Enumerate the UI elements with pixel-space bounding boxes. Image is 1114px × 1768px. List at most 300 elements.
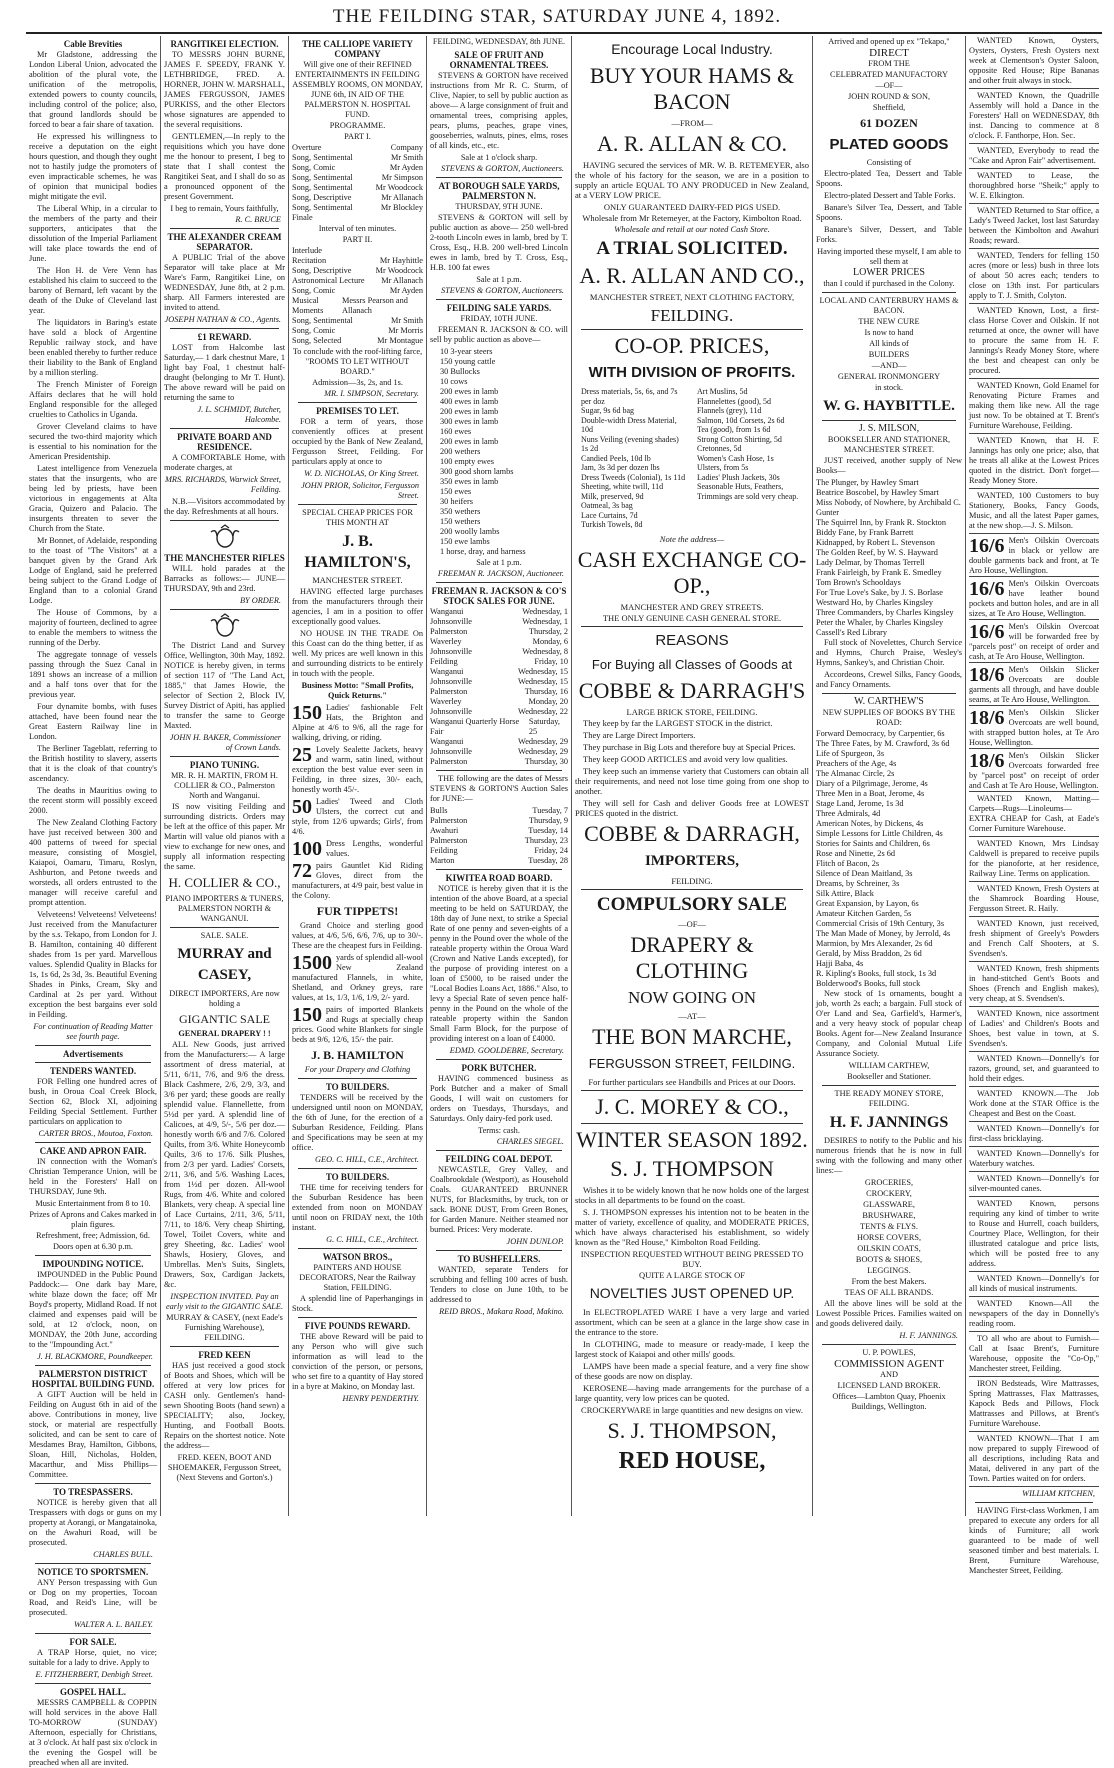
board-heading: PRIVATE BOARD AND RESIDENCE. bbox=[177, 432, 272, 452]
fruit-heading: SALE OF FRUIT AND ORNAMENTAL TREES. bbox=[449, 50, 549, 70]
programme-item: Song, Sentimental bbox=[292, 203, 353, 212]
wanted-ad: WANTED KNOWN.—The Job Work done at the STAR Office is the Cheapest and Best on the Coast. bbox=[969, 1089, 1099, 1122]
special-heading: SPECIAL CHEAP PRICES FOR THIS MONTH AT bbox=[302, 508, 413, 527]
plated-goods: PLATED GOODS bbox=[829, 136, 949, 153]
table-row bbox=[430, 667, 568, 677]
dairy-pigs: ONLY GUARANTEED DAIRY-FED PIGS USED. bbox=[603, 202, 781, 212]
price-item: Strong Cotton Shirting, 5d bbox=[697, 434, 782, 444]
masthead-rule bbox=[26, 32, 1102, 34]
plated-item: Electro-plated Dessert and Table Forks. bbox=[824, 191, 956, 200]
celebrated: CELEBRATED MANUFACTORY bbox=[830, 70, 948, 79]
kerosene: KEROSENE—having made arrangements for the purchase of a large quantity, very low prices can be quoted. bbox=[575, 1382, 809, 1403]
five-pounds-heading: FIVE POUNDS REWARD. bbox=[304, 1321, 411, 1331]
table-row bbox=[430, 856, 568, 866]
divider bbox=[298, 1078, 417, 1079]
yards-sign: FREEMAN R. JACKSON, Auctioneer. bbox=[437, 569, 564, 578]
table-row bbox=[430, 806, 568, 816]
stock-item: 200 ewes in lamb bbox=[440, 437, 499, 446]
table-row bbox=[292, 286, 423, 296]
colony: than I could if purchased in the Colony. bbox=[823, 279, 955, 288]
cable-item: The aggregate tonnage of vessels passing through the Suez Canal in 1891 shows an increase of a million and a half tons over that for the previous year. bbox=[29, 650, 157, 699]
trespass-heading: TO TRESPASSERS. bbox=[53, 1487, 133, 1497]
separator-body: A PUBLIC Trial of the above Separator will take place at Mr Ware's Farm, Rangitikei Line, on WEDNESDAY, June 8th, at 2 p.m. sharp. All Farmers interested are invited to attend. bbox=[164, 253, 285, 312]
wanted-ad: WANTED Known, Lost, a first-class Horse Cover and Oilskin. If not returned at once, the owner will have to procure the same from H. F. Jannings's Ready Money Store, where the best and cheapest can only be procured. bbox=[969, 306, 1099, 379]
lands-sign: JOHN H. BAKER, Commissioner of Crown Lands. bbox=[169, 733, 281, 752]
wanted-ad: WANTED Known—Donnelly's for Waterbury watches. bbox=[969, 1149, 1099, 1172]
lamps: LAMPS have been made a special feature, and a very fine show of these goods are now on display. bbox=[575, 1360, 809, 1381]
consisting: Consisting of bbox=[866, 158, 912, 167]
oilskin-ad bbox=[969, 665, 1099, 706]
accordeons: Accordeons, Crewel Silks, Fancy Goods, and Fancy Ornaments. bbox=[816, 670, 962, 689]
stock-item: 10 3-year steers bbox=[440, 347, 493, 356]
workmen-ad: HAVING First-class Workmen, I am prepared to execute any orders for all kinds of Furniture; all work guaranteed to be made of well seasoned timber and best materials. I. Brent, Furniture Warehouse, Manchester Street, Feilding. bbox=[969, 1506, 1099, 1575]
stock-item: 160 ewes bbox=[440, 427, 472, 436]
sale-location: Palmerston bbox=[430, 816, 468, 825]
programme-item: Overture bbox=[292, 143, 322, 152]
divider bbox=[170, 520, 279, 521]
table-row bbox=[292, 173, 423, 183]
offer-text: Ladies' fashionable Felt Hats, the Brighton and Alpine at 4/6 to 9/6, all the rage for walking, driving, or riding. bbox=[292, 703, 423, 742]
table-row bbox=[430, 697, 568, 707]
book-item: Gerald, by Miss Braddon, 2s 6d bbox=[816, 949, 922, 958]
coal-heading: FEILDING COAL DEPOT. bbox=[445, 1154, 553, 1164]
programme-item: Song, Descriptive bbox=[292, 193, 352, 202]
thompson-name-2: S. J. THOMPSON, bbox=[607, 1417, 777, 1443]
wanted-list bbox=[969, 36, 1099, 534]
stock-item: 200 ewes in lamb bbox=[440, 407, 499, 416]
jannings-item: GROCERIES, bbox=[864, 1178, 914, 1187]
cake-line: Music Entertainment from 8 to 10. bbox=[35, 1199, 151, 1208]
book-item: Stage Land, Jerome, 1s 3d bbox=[816, 799, 904, 808]
thompson-intro: Wishes it to be widely known that he now holds one of the largest stocks in all departments to be found on the coast. bbox=[575, 1184, 809, 1205]
yards-heading: FEILDING SALE YARDS. bbox=[446, 303, 552, 313]
sale-location: Waverley bbox=[430, 637, 462, 646]
sale-sale: SALE. SALE. bbox=[200, 931, 249, 940]
table-row bbox=[292, 296, 423, 316]
wanted-ad: WANTED Known, Oysters, Oysters, Oysters, Fresh Oysters next week at Clementson's Oyster Saloon, opposite Red House; Ripe Bananas and other fruit always in stock. bbox=[969, 36, 1099, 89]
reward-heading: £1 REWARD. bbox=[197, 332, 252, 342]
reasons-heading: REASONS bbox=[655, 631, 729, 649]
impound-heading: IMPOUNDING NOTICE. bbox=[42, 1259, 144, 1269]
book-item: Miss Nobody, of Nowhere, by Archibald C. Gunter bbox=[816, 498, 961, 517]
book-item: Three Men in a Boat, Jerome, 4s bbox=[816, 789, 925, 798]
sale-date: Wednesday, 29 bbox=[518, 747, 568, 756]
wanted-ad: WANTED Known, Gold Enamel for Renovating Picture Frames and making them like new. All the rage just now. To be obtained at T. Brent's Furniture Warehouse, Feilding. bbox=[969, 381, 1099, 434]
table-row bbox=[430, 826, 568, 836]
calliope-body: Will give one of their REFINED ENTERTAINMENTS IN FEILDING ASSEMBLY ROOMS, ON MONDAY, JUNE 6th, IN AID OF THE PALMERSTON N. HOSPITAL FUND. bbox=[292, 60, 423, 119]
wanted-ad: WANTED KNOWN—That I am now prepared to supply Firewood of all descriptions, including Rata and Matai, delivered in any part of the Town. Parties waited on for orders. bbox=[969, 1434, 1099, 1487]
book-item: Dreams, by Schreiner, 3s bbox=[816, 879, 900, 888]
kiwitea-sign: EDMD. GOOLDEBRE, Secretary. bbox=[449, 1046, 564, 1055]
gospel-body: MESSRS CAMPBELL & COPPIN will hold services in the above Hall TO-MORROW (SUNDAY) Afternoon, especially for Christians, at 3 o'clock. At half past six o'clock in the evening the Gospel will be preached when all are invited. bbox=[29, 1698, 157, 1767]
cable-item: The New Zealand Clothing Factory have just received between 300 and 400 patterns of tweed for special measure, consisting of Mosgiel, Kaiapoi, Oamaru, Timaru, Roslyn, Ashburton, and Petone tweeds and worsteds, all orders entrusted to the manager will receive careful and prompt attention. bbox=[29, 818, 157, 907]
wanted-ad: WANTED Known, the Quadrille Assembly will hold a Dance in the Foresters' Hall on WEDNESDAY, 8th inst. Dancing to commence at 8 o'clock. F. Fanthorpe, Hon. Sec. bbox=[969, 91, 1099, 144]
sale-location: Waverley bbox=[430, 697, 462, 706]
carthew-book-list bbox=[816, 729, 962, 989]
stock-item: 300 ewes in lamb bbox=[440, 417, 499, 426]
morey-name: J. C. MOREY & CO., bbox=[595, 1093, 789, 1119]
table-row bbox=[292, 336, 423, 346]
sale-location: Awahuri bbox=[430, 826, 459, 835]
table-row bbox=[430, 737, 568, 747]
reason-item: They keep GOOD ARTICLES and avoid very low qualities. bbox=[583, 753, 788, 764]
calliope-sign: MR. I. SIMPSON, Secretary. bbox=[324, 389, 419, 398]
continuation-note: For continuation of Reading Matter see fourth page. bbox=[33, 1022, 153, 1041]
book-item: Westward Ho, by Charles Kingsley bbox=[816, 598, 934, 607]
book-item: Beatrice Boscobel, by Hawley Smart bbox=[816, 488, 939, 497]
table-row bbox=[292, 153, 423, 163]
wanted-ad: WANTED Known, just received, fresh shipment of Greely's Powders and French Calf Shooters, at S. Svendsen's. bbox=[969, 919, 1099, 962]
book-item: Diary of a Pilgrimage, Jerome, 4s bbox=[816, 779, 928, 788]
programme-item: Song, Selected bbox=[292, 336, 342, 345]
table-row bbox=[430, 647, 568, 657]
cake-fair-heading: CAKE AND APRON FAIR. bbox=[39, 1146, 147, 1156]
divider bbox=[298, 1168, 417, 1169]
borough-date: THURSDAY, 9TH JUNE. bbox=[455, 202, 543, 211]
table-row bbox=[430, 627, 568, 637]
sale-location: Johnsonville bbox=[430, 707, 472, 716]
offer-text: pairs Gauntlet Kid Riding Gloves, direct from the manufacturers, at 4/9 pair, best value in the Colony. bbox=[292, 861, 423, 900]
oilskin-text: Men's Oilskin Slicker Overcoats are well bound, with strapped button holes, at Te Aro House, Wellington. bbox=[969, 708, 1099, 747]
book-item: Forward Democracy, by Carpentier, 6s bbox=[816, 729, 945, 738]
round-name: JOHN ROUND & SON, bbox=[847, 92, 931, 101]
jannings-body: DESIRES to notify to the Public and his numerous friends that he is now in full swing with the following and many other lines:— bbox=[816, 1136, 962, 1175]
board-note: N.B.—Visitors accommodated by the day. Refreshments at all hours. bbox=[164, 497, 285, 516]
tenders-heading: TENDERS WANTED. bbox=[49, 1066, 137, 1076]
divider bbox=[35, 1255, 151, 1256]
book-item: Hajji Baba, 4s bbox=[816, 959, 864, 968]
wanted-ad: WANTED Returned to Star office, a Lady's Tweed Jacket, lost last Saturday between the Kimbolton and Awahuri Roads; reward. bbox=[969, 206, 1099, 249]
offer-text: Ladies' Tweed and Cloth Ulsters, the correct cut and style, from 12/6 upwards; Girls', from 4/6. bbox=[292, 797, 423, 836]
sale-date: Monday, 20 bbox=[528, 697, 568, 706]
haybittle-name: W. G. HAYBITTLE. bbox=[823, 398, 955, 414]
stock-item: 150 young cattle bbox=[440, 357, 496, 366]
feilding-date: FEILDING, WEDNESDAY, 8th JUNE. bbox=[432, 37, 566, 46]
wanted-ad: WANTED Known—All the newspapers of the day in Donnelly's reading room. bbox=[969, 1299, 1099, 1332]
allan-address: MANCHESTER STREET, NEXT CLOTHING FACTORY, bbox=[589, 292, 795, 302]
pork-body: HAVING commenced business as Pork Butcher and a maker of Small Goods, I will wait on customers for orders on Tuesdays, Thursdays, and Saturdays. Only dairy-fed pork used. bbox=[430, 1074, 568, 1123]
borough-sign: STEVENS & GORTON, Auctioneers. bbox=[441, 286, 564, 295]
interval: Interval of ten minutes. bbox=[318, 224, 397, 233]
rifles-sign: BY ORDER. bbox=[239, 596, 281, 605]
oilskin-list bbox=[969, 536, 1099, 792]
collier-name: H. COLLIER & CO., bbox=[168, 875, 281, 890]
wanted-ad: WANTED Known—Donnelly's for all kinds of musical instruments. bbox=[969, 1274, 1099, 1297]
impound-body: IMPOUNDED in the Public Pound Paddock:— One dark bay Mare, white blaze down the face; off Mr Boyd's property, Midland Road. If not claimed and expenses paid will be sold, at 12 o'clock, noon, on MONDAY, the 20th June, according to the "Impounding Act." bbox=[29, 1270, 157, 1349]
price-item: Dress materials, 5s, 6s, and 7s per doz bbox=[581, 387, 678, 406]
allan-name-2: A. R. ALLAN AND CO., bbox=[579, 263, 805, 288]
election-close: I beg to remain, Yours faithfully, bbox=[170, 204, 279, 213]
stock-item: 200 woolly lambs bbox=[440, 527, 500, 536]
handbills: For further particulars see Handbills and Prices at our Doors. bbox=[588, 1076, 796, 1087]
table-row bbox=[430, 717, 568, 737]
new-cure: THE NEW CURE bbox=[858, 317, 920, 326]
hamilton-offer bbox=[292, 861, 423, 901]
election-body: GENTLEMEN,—In reply to the requisitions which you have done me the honour to present, I beg to state that I shall contest the Rangitikei Seat, and I shall do so as a pronounced opponent of the present Government. bbox=[164, 132, 285, 201]
table-row bbox=[292, 256, 423, 266]
cobbe-name-2: COBBE & DARRAGH, bbox=[584, 820, 800, 846]
sale-location: Palmerston bbox=[430, 627, 468, 636]
programme-item: Astronomical Lecture bbox=[292, 276, 365, 285]
cable-item: The deaths in Mauritius owing to the recent storm will possibly exceed 2000. bbox=[29, 786, 157, 815]
table-row bbox=[292, 193, 423, 203]
cable-item: The French Minister of Foreign Affairs declares that he will hold England responsible for the alleged cruelties to Catholics in Uganda. bbox=[29, 380, 157, 419]
sportsmen-sign: WALTER A. L. BAILEY. bbox=[73, 1620, 153, 1629]
dates-table bbox=[430, 806, 568, 866]
sale-location: Wanganui bbox=[430, 667, 464, 676]
programme-item: Interlude bbox=[292, 246, 322, 255]
stock-item: 350 ewes in lamb bbox=[440, 477, 499, 486]
sale-date: Thursday, 2 bbox=[528, 627, 568, 636]
oilskin-ad bbox=[969, 579, 1099, 620]
performer: Mr Allanach bbox=[381, 193, 423, 202]
and-label-2: AND bbox=[880, 1370, 898, 1379]
oilskin-ad bbox=[969, 708, 1099, 749]
election-heading: RANGITIKEI ELECTION. bbox=[170, 39, 279, 49]
offer-quantity: 50 bbox=[292, 796, 312, 818]
book-item: Frank Fairleigh, by Frank E. Smedley bbox=[816, 568, 942, 577]
sale-date: Friday, 10 bbox=[534, 657, 568, 666]
cable-brevities-heading: Cable Brevities bbox=[63, 39, 123, 49]
book-item: Three Admirals, 4d bbox=[816, 809, 881, 818]
election-sign: R. C. BRUCE bbox=[235, 215, 281, 224]
divider bbox=[298, 1317, 417, 1318]
offer-text: yards of splendid all-wool New Zealand manufactured Flannels, in white, Shetland, and Orkney greys, rare values, at 1s, 1/3, 1/6, 1/9, 2/- yard. bbox=[292, 953, 423, 1002]
rifles-heading: THE MANCHESTER RIFLES bbox=[164, 553, 285, 563]
cash-address: MANCHESTER AND GREY STREETS. bbox=[620, 601, 764, 612]
oilskin-price: 18/6 bbox=[969, 750, 1005, 772]
cable-item: The Berliner Tageblatt, referring to the British hostility to slavery, asserts that it is the cloak of that country's ascendancy. bbox=[29, 744, 157, 783]
in-stock: in stock. bbox=[874, 383, 904, 392]
programme-item: Recitation bbox=[292, 256, 327, 265]
cake-fair-body: IN connection with the Woman's Christian Temperance Union, will be held in the Foresters' Hall on THURSDAY, June 9th. bbox=[29, 1157, 157, 1196]
stock-item: 150 ewes bbox=[440, 487, 472, 496]
hamilton-sign: J. B. HAMILTON bbox=[311, 1048, 404, 1062]
cable-item: The liquidators in Baring's estate have sold a block of Argentine Republic railway stock, and have been enabled thereby to further reduce their liability to the Bank of England by a million sterling. bbox=[29, 318, 157, 377]
pork-heading: PORK BUTCHER. bbox=[461, 1063, 537, 1073]
book-item: Rose and Ninette, 2s 6d bbox=[816, 849, 896, 858]
jannings-item: CROCKERY, bbox=[866, 1189, 912, 1198]
table-row bbox=[430, 607, 568, 617]
cable-item: Latest intelligence from Venezuela states that the insurgents, who are being led by priests, have been victorious in engagements at Alta Gracia, Quizero and Palacio. The insurgents threaten to sever the Church from the State. bbox=[29, 464, 157, 533]
book-item: The Three Fates, by M. Crawford, 3s 6d bbox=[816, 739, 950, 748]
sale-date: Tuesday, 28 bbox=[528, 856, 568, 865]
book-item: The Man Made of Money, by Jerrold, 4s bbox=[816, 929, 951, 938]
stock-item: 150 ewe lambs bbox=[440, 537, 490, 546]
divider bbox=[35, 1683, 151, 1684]
jannings-list bbox=[816, 1178, 962, 1276]
inspection: INSPECTION REQUESTED WITHOUT BEING PRESSED TO BUY. bbox=[580, 1248, 804, 1269]
trespass-body: NOTICE is hereby given that all Trespassers with dogs or guns on my property at Aorangi, or Mangatainoka, on the Awahuri Road, will be prosecuted. bbox=[29, 1498, 157, 1547]
offer-text: pairs of imported Blankets and Rugs at specially cheap prices. Good white Blankets for single beds at 9/6, 12/6, 15/- the pair. bbox=[292, 1005, 423, 1044]
premises-heading: PREMISES TO LET. bbox=[316, 406, 399, 416]
table-row bbox=[430, 816, 568, 826]
price-item: Ladies' Plush Jackets, 30s bbox=[697, 472, 780, 482]
reasons-list bbox=[575, 718, 809, 818]
price-item: Oatmeal, 3s bag bbox=[581, 501, 633, 510]
book-item: The Plunger, by Hawley Smart bbox=[816, 478, 919, 487]
offer-quantity: 72 bbox=[292, 860, 312, 882]
offer-quantity: 1500 bbox=[292, 952, 332, 974]
at-label: —AT— bbox=[678, 1010, 706, 1021]
programme-item: Song, Comic bbox=[292, 326, 336, 335]
carthew-title: Bookseller and Stationer. bbox=[847, 1072, 931, 1081]
book-item: Simple Lessons for Little Children, 4s bbox=[816, 829, 943, 838]
programme-item: Song, Sentimental bbox=[292, 316, 353, 325]
price-item: Cretonnes, 5d bbox=[697, 444, 742, 453]
separator-sign: JOSEPH NATHAN & CO., Agents. bbox=[164, 315, 281, 324]
book-item: Three Commanders, by Charles Kingsley bbox=[816, 608, 954, 617]
powles-name: U. P. POWLES, bbox=[862, 1348, 916, 1357]
no-house: NO HOUSE IN THE TRADE On this Coast can do the thing better, if as well. My prices are well known in this and surrounding districts to be entirely in touch with the people. bbox=[292, 629, 423, 678]
sale-date: Thursday, 16 bbox=[524, 687, 568, 696]
divider bbox=[436, 770, 562, 771]
borough-body: STEVENS & GORTON will sell by public auction as above— 250 well-bred 2-tooth Lincoln ewes in lamb, bred by T. Cross, Esq., H.B. 200 well-bred Lincoln ewes in lamb, bred by T. Cross, Esq., H.B. 100 fat ewes bbox=[430, 213, 568, 272]
sale-date: Thursday, 9 bbox=[528, 816, 568, 825]
carthew-sign: WILLIAM CARTHEW, bbox=[848, 1061, 930, 1070]
stock-item: 100 empty ewes bbox=[440, 457, 494, 466]
price-item: Women's Cash Hose, 1s bbox=[697, 453, 774, 463]
pork-terms: Terms: cash. bbox=[478, 1126, 520, 1135]
offer-quantity: 150 bbox=[292, 702, 322, 724]
wanted-ad: WANTED Known, Fresh Oysters at the Shamrock Boarding House, Fergusson Street. R. Haily. bbox=[969, 884, 1099, 917]
divider bbox=[35, 1045, 151, 1046]
column-5 bbox=[572, 36, 812, 1516]
brick-store: LARGE BRICK STORE, FEILDING. bbox=[626, 706, 758, 717]
book-item: Cassell's Red Library bbox=[816, 628, 888, 637]
wanted-ad: WANTED Known—Donnelly's for first-class bricklaying. bbox=[969, 1124, 1099, 1147]
divider bbox=[170, 328, 279, 329]
divider bbox=[35, 1142, 151, 1143]
bushfellers-sign: REID BROS., Makara Road, Makino. bbox=[439, 1307, 564, 1316]
sale-date: Wednesday, 22 bbox=[518, 707, 568, 716]
cable-item: The Liberal Whip, in a circular to the members of the party and their supporters, anticipates that the dissolution of the Imperial Parliament will take place towards the end of June. bbox=[29, 204, 157, 263]
jannings-name: H. F. JANNINGS bbox=[829, 1114, 949, 1131]
fixtures-heading: FREEMAN R. JACKSON & CO'S STOCK SALES FOR JUNE. bbox=[431, 586, 567, 606]
oilskin-text: Men's Oilskin Overcoat will be forwarded free by "parcels post" on receipt of order and cash, at Te Aro House, Wellington. bbox=[969, 622, 1099, 661]
reason-item: They are Large Direct Importers. bbox=[583, 729, 696, 740]
book-item: American Notes, by Dickens, 4s bbox=[816, 819, 924, 828]
cable-item: Mr Gladstone, addressing the London Liberal Union, advocated the abolition of the plural vote, the unification of the metropolis, extended powers to county councils, including control of the police; also, that ground landlords should be forced to bear a fair share of taxation. bbox=[29, 50, 157, 129]
table-row bbox=[430, 677, 568, 687]
stock-item: 10 cows bbox=[440, 377, 468, 386]
price-item: Seasonable Huts, Feathers, Trimmings are sold very cheap. bbox=[697, 482, 799, 501]
performer: Mr Simpson bbox=[381, 173, 423, 182]
table-row bbox=[292, 203, 423, 213]
red-house: RED HOUSE, bbox=[618, 1447, 766, 1474]
plated-list bbox=[816, 169, 962, 245]
programme-item: Song, Sentimental bbox=[292, 183, 353, 192]
performer: Mr Ayden bbox=[389, 286, 423, 295]
watson-tag: A splendid line of Paperhangings in Stock. bbox=[292, 1294, 423, 1313]
yards-body: FREEMAN R. JACKSON & CO. will sell by public auction as above— bbox=[430, 325, 568, 344]
admission: Admission—3s, 2s, and 1s. bbox=[312, 378, 403, 387]
table-row bbox=[430, 836, 568, 846]
divider bbox=[975, 1502, 1093, 1503]
ironmongery: GENERAL IRONMONGERY bbox=[837, 372, 941, 381]
divider bbox=[436, 869, 562, 870]
from-the: FROM THE bbox=[868, 59, 910, 68]
book-item: Preachers of the Age, 4s bbox=[816, 759, 897, 768]
winter-season: WINTER SEASON 1892. bbox=[576, 1126, 808, 1152]
arrived: Arrived and opened up ex "Tekapo," bbox=[828, 37, 950, 46]
price-item: Nuns Veiling (evening shades) 1s 2d bbox=[581, 434, 679, 453]
book-item: R. Kipling's Books, full stock, 1s 3d bbox=[816, 969, 937, 978]
cable-item: Four dynamite bombs, with fuses attached, have been found near the Great Eastern Railway line in London. bbox=[29, 702, 157, 741]
of-label: —OF— bbox=[875, 81, 903, 90]
advertisements-heading: Advertisements bbox=[63, 1049, 123, 1059]
builders: BUILDERS bbox=[868, 350, 910, 359]
stock-item: 150 wethers bbox=[440, 517, 481, 526]
table-row bbox=[430, 637, 568, 647]
divider bbox=[35, 1062, 151, 1063]
jannings-item: BOOTS & SHOES, bbox=[855, 1255, 923, 1264]
offer-quantity: 150 bbox=[292, 1004, 322, 1026]
wanted-ad: WANTED, 100 Customers to buy Stationery, Books, Fancy Goods, Music, and all the latest Paper games, at the new shop.—J. S. Milson. bbox=[969, 491, 1099, 534]
price-item: Salmon, 10d Corsets, 2s 6d bbox=[697, 415, 785, 425]
table-row bbox=[292, 316, 423, 326]
divider bbox=[298, 402, 417, 403]
programme-item: Finale bbox=[292, 213, 313, 222]
coal-body: NEWCASTLE, Grey Valley, and Coalbrookdale (Westport), as Household Coals. GUARANTEED BRUNNER NUTS, for Blacksmiths, by truck, ton or sack. BONE DUST, From Green Bones, for Garden Manure. Neither steamed nor burned. Prices: Very moderate. bbox=[430, 1165, 568, 1234]
divider bbox=[822, 1085, 956, 1086]
programme-part-1 bbox=[292, 143, 423, 223]
sale-location: Palmerston bbox=[430, 687, 468, 696]
wanted-ad: WANTED to Lease, the thoroughbred horse "Sheik;" apply to W. E. Elkington. bbox=[969, 171, 1099, 204]
stock-item: 200 ewes in lamb bbox=[440, 387, 499, 396]
reason-item: They keep such an immense variety that Customers can obtain all their requirements, and need not lose time going from one shop to another. bbox=[575, 765, 809, 796]
oilskin-price: 16/6 bbox=[969, 578, 1005, 600]
divider bbox=[581, 1123, 803, 1124]
table-row bbox=[430, 657, 568, 667]
tenders-body: FOR Felling one hundred acres of bush, in Oroua Coal Creek Block, Section 62, Block XI, adjoining Feilding Special Settlement. Further particulars on application to bbox=[29, 1077, 157, 1126]
book-item: Flitch of Bacon, 2s bbox=[816, 859, 880, 868]
royal-crest-icon bbox=[208, 613, 242, 639]
importers: IMPORTERS, bbox=[644, 852, 740, 869]
novelties: NOVELTIES JUST OPENED UP. bbox=[589, 1284, 795, 1301]
stock-item: 1 horse, dray, and harness bbox=[440, 547, 526, 556]
jannings-sign: H. F. JANNINGS. bbox=[899, 1331, 958, 1340]
offices: Offices—Lambton Quay, Phoenix Buildings, Wellington. bbox=[832, 1392, 946, 1411]
column-4 bbox=[427, 36, 571, 1516]
cable-item: The House of Commons, by a majority of fourteen, declined to agree to enable the members to witness the running of the Derby. bbox=[29, 608, 157, 647]
borough-time: Sale at 1 p.m. bbox=[476, 275, 522, 284]
keen-heading: FRED KEEN bbox=[198, 1350, 251, 1360]
kiwitea-heading: KIWITEA ROAD BOARD. bbox=[445, 873, 553, 883]
coal-sign: JOHN DUNLOP. bbox=[506, 1237, 564, 1246]
separator-heading: THE ALEXANDER CREAM SEPARATOR. bbox=[167, 232, 282, 252]
reason-item: They keep by far the LARGEST STOCK in the district. bbox=[583, 717, 773, 728]
plated-item: Banare's Silver, Dessert, and Table Forks. bbox=[816, 225, 962, 244]
cobbe-name: COBBE & DARRAGH'S bbox=[578, 677, 806, 703]
divider bbox=[436, 582, 562, 583]
programme-heading: PROGRAMME. bbox=[329, 121, 386, 130]
builders-body: TENDERS will be received by the undersigned until noon on MONDAY, the 6th of June, for the erection of a Suburban Residence, Feilding. Plans and Specifications may be seen at my office. bbox=[292, 1093, 423, 1152]
reason-item: They will sell for Cash and deliver Goods free at LOWEST PRICES quoted in the district. bbox=[575, 797, 809, 818]
electro: In ELECTROPLATED WARE I have a very large and varied assortment, which can be seen at a glance in the large show case in the entrance to the store. bbox=[575, 1306, 809, 1337]
oilskin-price: 18/6 bbox=[969, 707, 1005, 729]
divider bbox=[170, 927, 279, 928]
oilskin-ad bbox=[969, 751, 1099, 792]
part-2: PART II. bbox=[342, 235, 373, 244]
five-pounds-sign: HENRY PENDERTHY. bbox=[342, 1394, 419, 1403]
divider bbox=[581, 1090, 803, 1091]
part-1: PART I. bbox=[344, 132, 371, 141]
reward-sign: J. L. SCHMIDT, Butcher, Halcombe. bbox=[197, 405, 281, 424]
all-kinds: All kinds of bbox=[869, 339, 909, 348]
programme-item: Song, Descriptive bbox=[292, 266, 352, 275]
price-item: Art Muslins, 5d bbox=[697, 387, 748, 396]
